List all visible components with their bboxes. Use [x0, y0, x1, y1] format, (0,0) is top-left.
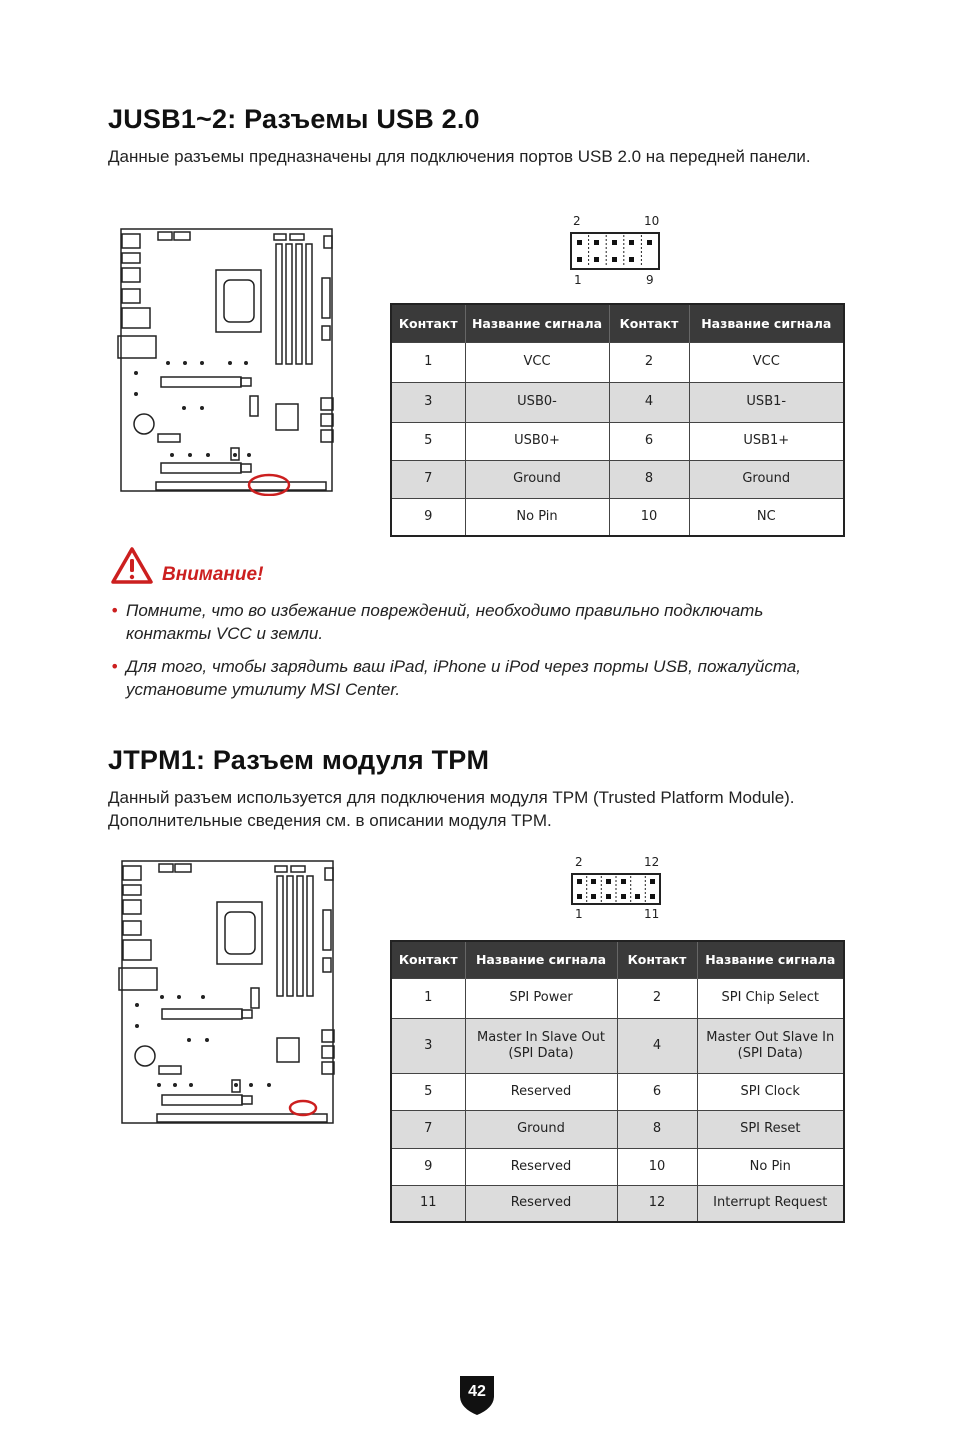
- table-row: [391, 382, 844, 422]
- table-cell: Master Out Slave In (SPI Data): [697, 1018, 844, 1073]
- table-cell: Ground: [465, 460, 609, 498]
- table-cell: 7: [391, 460, 465, 498]
- tpm-section-title: JTPM1: Разъем модуля TPM: [108, 745, 490, 775]
- table-cell: 4: [609, 382, 689, 422]
- page-number: 42: [468, 1383, 486, 1400]
- table-header: Название сигнала: [697, 941, 844, 978]
- table-cell: 12: [617, 1185, 697, 1222]
- table-cell: 1: [391, 342, 465, 382]
- usb-pin-table: [390, 303, 845, 537]
- tpm-description: Данный разъем используется для подключения модуля TPM (Trusted Platform Module). Дополнительные сведения см. в описании модуля TPM.: [108, 788, 795, 830]
- table-cell: SPI Chip Select: [697, 978, 844, 1018]
- table-header: Контакт: [391, 304, 465, 342]
- table-cell: USB0-: [465, 382, 609, 422]
- table-cell: USB0+: [465, 422, 609, 460]
- table-cell: 6: [609, 422, 689, 460]
- table-cell: 3: [391, 382, 465, 422]
- table-row: [391, 1185, 844, 1222]
- table-cell: 1: [391, 978, 465, 1018]
- table-cell: USB1-: [689, 382, 844, 422]
- table-header: Название сигнала: [689, 304, 844, 342]
- table-cell: Reserved: [465, 1073, 617, 1110]
- table-row: [391, 1018, 844, 1073]
- table-cell: NC: [689, 498, 844, 536]
- table-header: Название сигнала: [465, 304, 609, 342]
- table-cell: 2: [617, 978, 697, 1018]
- table-cell: 6: [617, 1073, 697, 1110]
- usb-pin-label-1: 1: [574, 273, 582, 287]
- usb-section-title: JUSB1~2: Разъемы USB 2.0: [108, 104, 480, 134]
- table-cell: Ground: [465, 1110, 617, 1148]
- table-cell: 7: [391, 1110, 465, 1148]
- tpm-pin-label-1: 1: [575, 907, 583, 921]
- bullet-dot-icon: •: [110, 601, 120, 620]
- table-cell: No Pin: [465, 498, 609, 536]
- jusb-highlight-marker: [249, 475, 289, 495]
- tpm-pin-label-12: 12: [644, 855, 660, 869]
- table-cell: VCC: [465, 342, 609, 382]
- table-cell: No Pin: [697, 1148, 844, 1185]
- jtpm-highlight-marker: [290, 1101, 316, 1115]
- table-cell: 8: [609, 460, 689, 498]
- usb-pin-header-icon: [570, 232, 660, 270]
- table-header: Контакт: [609, 304, 689, 342]
- table-cell: 3: [391, 1018, 465, 1073]
- table-row: [391, 1110, 844, 1148]
- usb-description: Данные разъемы предназначены для подключения портов USB 2.0 на передней панели.: [108, 147, 811, 166]
- table-row: [391, 1073, 844, 1110]
- table-header: Контакт: [391, 941, 465, 978]
- table-cell: SPI Reset: [697, 1110, 844, 1148]
- table-cell: SPI Clock: [697, 1073, 844, 1110]
- table-row: [391, 422, 844, 460]
- table-header: Название сигнала: [465, 941, 617, 978]
- table-row: [391, 978, 844, 1018]
- table-row: [391, 460, 844, 498]
- table-cell: 5: [391, 422, 465, 460]
- table-cell: Master In Slave Out (SPI Data): [465, 1018, 617, 1073]
- table-cell: Ground: [689, 460, 844, 498]
- table-cell: USB1+: [689, 422, 844, 460]
- table-cell: VCC: [689, 342, 844, 382]
- usb-pin-label-10: 10: [644, 214, 660, 228]
- warning-title: Внимание!: [162, 564, 264, 585]
- table-row: [391, 1148, 844, 1185]
- tpm-pin-label-11: 11: [644, 907, 660, 921]
- warning-item-2: Для того, чтобы зарядить ваш iPad, iPhone и iPod через порты USB, пожалуйста, установите утилиту MSI Center.: [126, 657, 801, 699]
- warning-item-1: Помните, что во избежание повреждений, необходимо правильно подключать контакты VCC и земли.: [126, 601, 764, 643]
- usb-pin-label-9: 9: [646, 273, 654, 287]
- tpm-pin-header-icon: [571, 873, 661, 905]
- warning-icon: [110, 546, 154, 586]
- table-row: [391, 342, 844, 382]
- table-row: [391, 498, 844, 536]
- table-cell: 9: [391, 498, 465, 536]
- table-cell: 5: [391, 1073, 465, 1110]
- motherboard-diagram-tpm: [117, 858, 339, 1128]
- table-cell: 9: [391, 1148, 465, 1185]
- table-header: Контакт: [617, 941, 697, 978]
- table-cell: SPI Power: [465, 978, 617, 1018]
- table-cell: 10: [609, 498, 689, 536]
- table-cell: 2: [609, 342, 689, 382]
- table-cell: 10: [617, 1148, 697, 1185]
- table-cell: Reserved: [465, 1148, 617, 1185]
- page-number-badge: [458, 1372, 496, 1416]
- table-cell: 4: [617, 1018, 697, 1073]
- usb-pin-label-2: 2: [573, 214, 581, 228]
- table-cell: 11: [391, 1185, 465, 1222]
- table-cell: Reserved: [465, 1185, 617, 1222]
- tpm-pin-table: [390, 940, 845, 1223]
- bullet-dot-icon: •: [110, 657, 120, 676]
- table-cell: 8: [617, 1110, 697, 1148]
- table-cell: Interrupt Request: [697, 1185, 844, 1222]
- tpm-pin-label-2: 2: [575, 855, 583, 869]
- motherboard-diagram-usb: [116, 226, 338, 496]
